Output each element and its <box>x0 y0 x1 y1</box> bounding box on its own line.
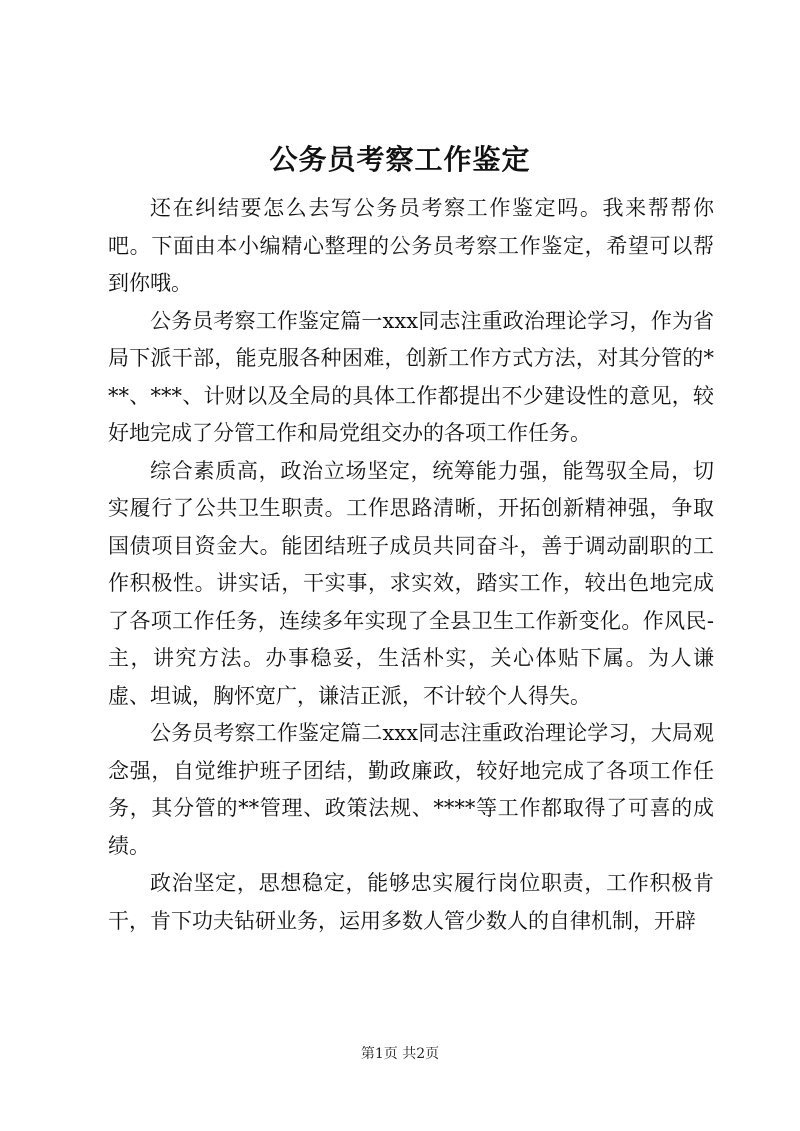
document-title: 公务员考察工作鉴定 <box>269 143 531 176</box>
paragraph-evaluation-one: 综合素质高，政治立场坚定，统筹能力强，能驾驭全局，切实履行了公共卫生职责。工作思路清晰，开拓创新精神强，争取国债项目资金大。能团结班子成员共同奋斗，善于调动副职的工作积极性。讲实话，干实事，求实效，踏实工作，较出色地完成了各项工作任务，连续多年实现了全县卫生工作新变化。作风民-主，讲究方法。办事稳妥，生活朴实，关心体贴下属。为人谦虚、坦诚，胸怀宽广，谦洁正派，不计较个人得失。 <box>108 458 714 708</box>
paragraph-intro: 还在纠结要怎么去写公务员考察工作鉴定吗。我来帮帮你吧。下面由本小编精心整理的公务员考察工作鉴定，希望可以帮到你哦。 <box>108 196 714 295</box>
paragraph-part-one: 公务员考察工作鉴定篇一xxx同志注重政治理论学习，作为省局下派干部，能克服各种困难，创新工作方式方法，对其分管的***、***、计财以及全局的具体工作都提出不少建设性的意见，较好地完成了分管工作和局党组交办的各项工作任务。 <box>108 308 714 445</box>
paragraph-part-two: 公务员考察工作鉴定篇二xxx同志注重政治理论学习，大局观念强，自觉维护班子团结，勤政廉政，较好地完成了各项工作任务，其分管的**管理、政策法规、****等工作都取得了可喜的成绩。 <box>108 721 714 858</box>
paragraph-evaluation-two: 政治坚定，思想稳定，能够忠实履行岗位职责，工作积极肯干，肯下功夫钻研业务，运用多数人管少数人的自律机制，开辟 <box>108 871 714 933</box>
document-body <box>108 190 714 940</box>
page-footer: 第1页 共2页 <box>360 1046 440 1062</box>
